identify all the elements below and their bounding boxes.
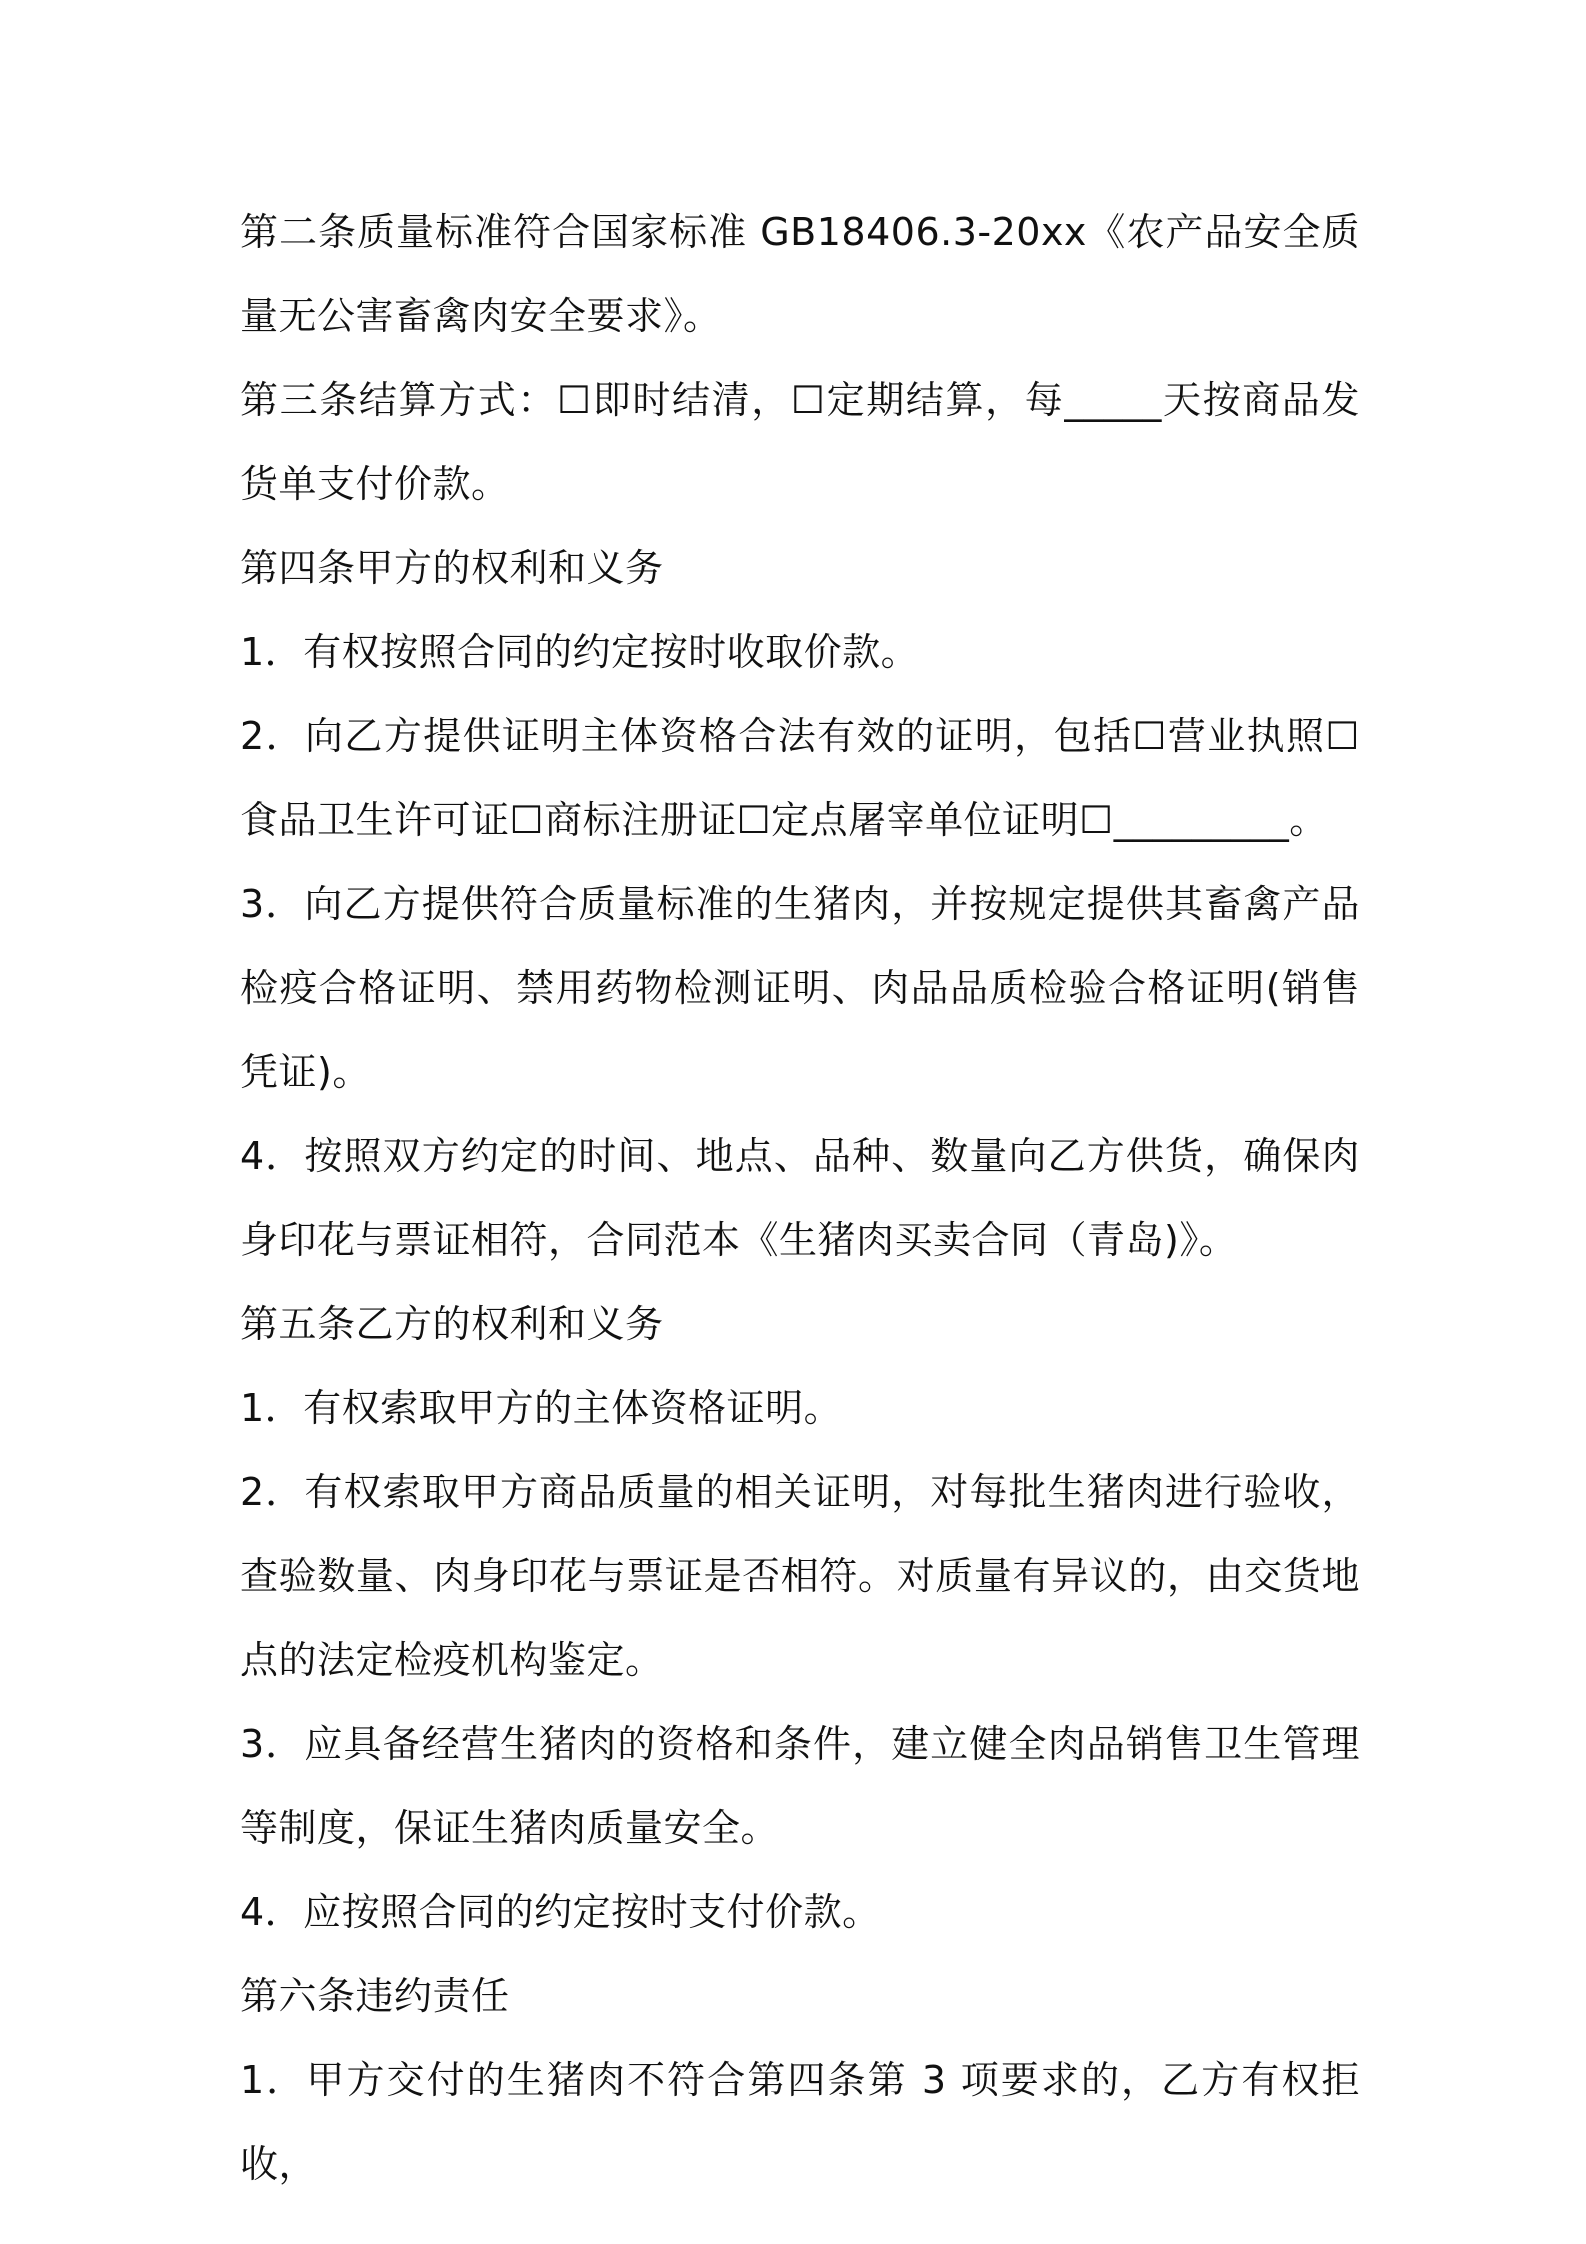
article-6-item-1: 1．甲方交付的生猪肉不符合第四条第 3 项要求的，乙方有权拒收，	[240, 2058, 1360, 2186]
article-2-quality-standard: 第二条质量标准符合国家标准 GB18406.3-20xx《农产品安全质量无公害畜禽肉安全要求》。	[240, 210, 1360, 338]
article-6-title: 第六条违约责任	[240, 1974, 510, 2018]
article-4-item-1: 1．有权按照合同的约定按时收取价款。	[240, 630, 920, 674]
document-page	[240, 190, 1360, 2206]
article-4-item-3: 3．向乙方提供符合质量标准的生猪肉，并按规定提供其畜禽产品检疫合格证明、禁用药物检测证明、肉品品质检验合格证明(销售凭证)。	[240, 882, 1360, 1094]
article-5-title: 第五条乙方的权利和义务	[240, 1302, 664, 1346]
article-5-item-4: 4．应按照合同的约定按时支付价款。	[240, 1890, 881, 1934]
article-3-settlement-method: 第三条结算方式：☐即时结清，☐定期结算，每_____天按商品发货单支付价款。	[240, 378, 1360, 506]
article-4-item-2: 2．向乙方提供证明主体资格合法有效的证明，包括☐营业执照☐食品卫生许可证☐商标注册证☐定点屠宰单位证明☐_________。	[240, 714, 1360, 842]
article-5-item-3: 3．应具备经营生猪肉的资格和条件，建立健全肉品销售卫生管理等制度，保证生猪肉质量安全。	[240, 1722, 1360, 1850]
article-4-title: 第四条甲方的权利和义务	[240, 546, 664, 590]
article-5-item-2: 2．有权索取甲方商品质量的相关证明，对每批生猪肉进行验收，查验数量、肉身印花与票证是否相符。对质量有异议的，由交货地点的法定检疫机构鉴定。	[240, 1470, 1360, 1682]
article-4-item-4: 4．按照双方约定的时间、地点、品种、数量向乙方供货，确保肉身印花与票证相符，合同范本《生猪肉买卖合同（青岛)》。	[240, 1134, 1360, 1262]
article-5-item-1: 1．有权索取甲方的主体资格证明。	[240, 1386, 843, 1430]
